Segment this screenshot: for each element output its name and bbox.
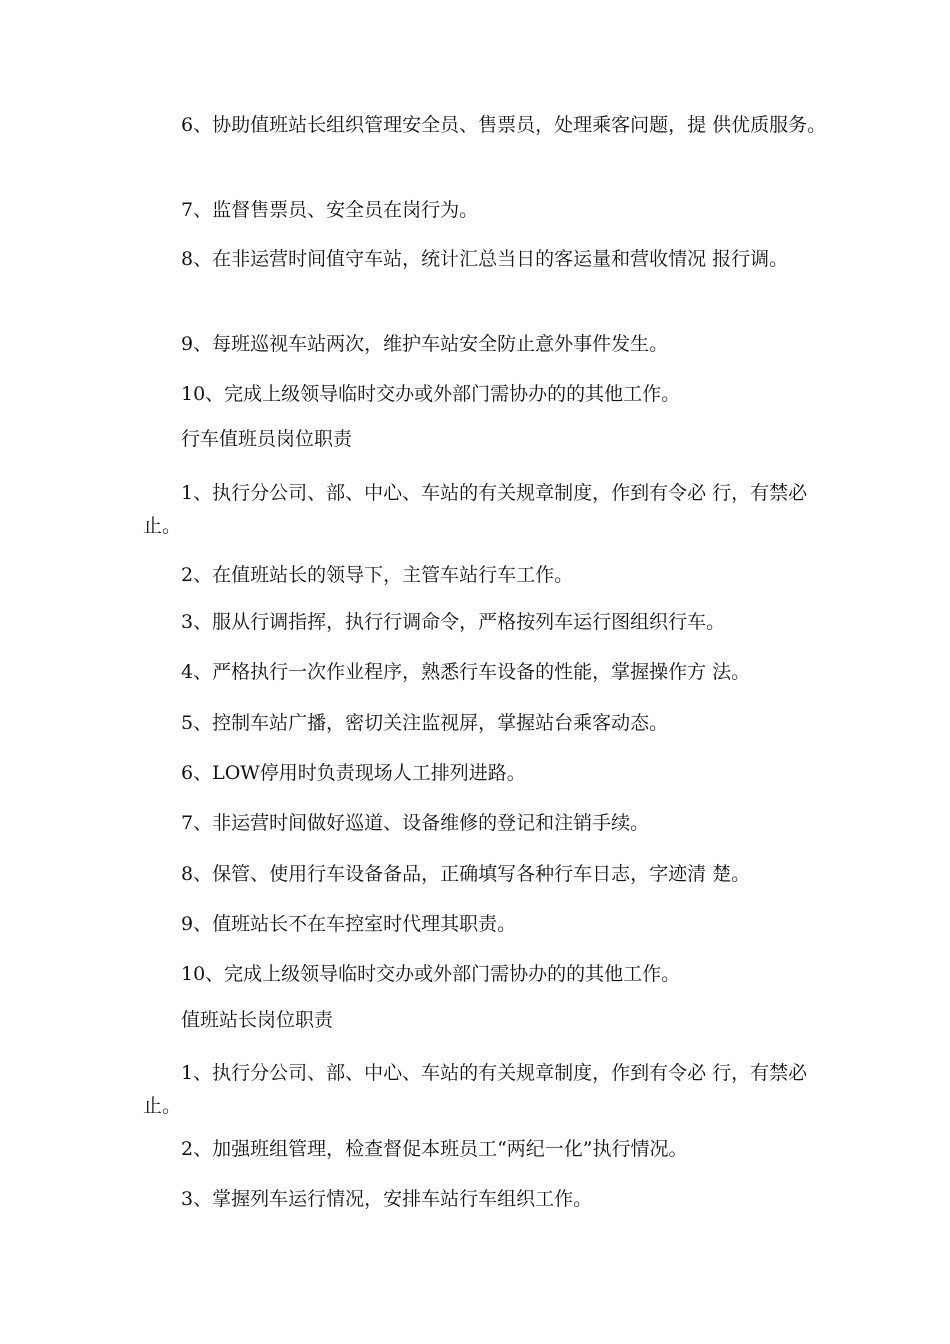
paragraph: 10、完成上级领导临时交办或外部门需协办的的其他工作。 xyxy=(181,383,681,405)
paragraph: 1、执行分公司、部、中心、车站的有关规章制度，作到有令必 行，有禁必止。 xyxy=(143,1062,808,1117)
paragraph: 2、在值班站长的领导下，主管车站行车工作。 xyxy=(181,564,574,586)
paragraph: 6、LOW停用时负责现场人工排列进路。 xyxy=(181,762,526,784)
paragraph: 10、完成上级领导临时交办或外部门需协办的的其他工作。 xyxy=(181,963,681,985)
paragraph: 3、服从行调指挥，执行行调命令，严格按列车运行图组织行车。 xyxy=(181,611,726,633)
paragraph: 9、值班站长不在车控室时代理其职责。 xyxy=(181,913,517,935)
paragraph: 3、掌握列车运行情况，安排车站行车组织工作。 xyxy=(181,1188,593,1210)
paragraph: 1、执行分公司、部、中心、车站的有关规章制度，作到有令必 行，有禁必止。 xyxy=(143,482,808,537)
paragraph: 9、每班巡视车站两次，维护车站安全防止意外事件发生。 xyxy=(181,333,669,355)
section-heading: 行车值班员岗位职责 xyxy=(181,428,353,450)
paragraph: 5、控制车站广播，密切关注监视屏，掌握站台乘客动态。 xyxy=(181,712,669,734)
paragraph: 2、加强班组管理，检查督促本班员工“两纪一化”执行情况。 xyxy=(181,1138,688,1160)
paragraph: 7、监督售票员、安全员在岗行为。 xyxy=(181,199,479,221)
paragraph: 8、在非运营时间值守车站，统计汇总当日的客运量和营收情况 报行调。 xyxy=(181,248,789,270)
paragraph: 6、协助值班站长组织管理安全员、售票员，处理乘客问题，提 供优质服务。 xyxy=(181,114,827,136)
paragraph: 8、保管、使用行车设备备品，正确填写各种行车日志，字迹清 楚。 xyxy=(181,863,751,885)
paragraph: 4、严格执行一次作业程序，熟悉行车设备的性能，掌握操作方 法。 xyxy=(181,661,751,683)
section-heading: 值班站长岗位职责 xyxy=(181,1009,334,1031)
paragraph: 7、非运营时间做好巡道、设备维修的登记和注销手续。 xyxy=(181,812,650,834)
